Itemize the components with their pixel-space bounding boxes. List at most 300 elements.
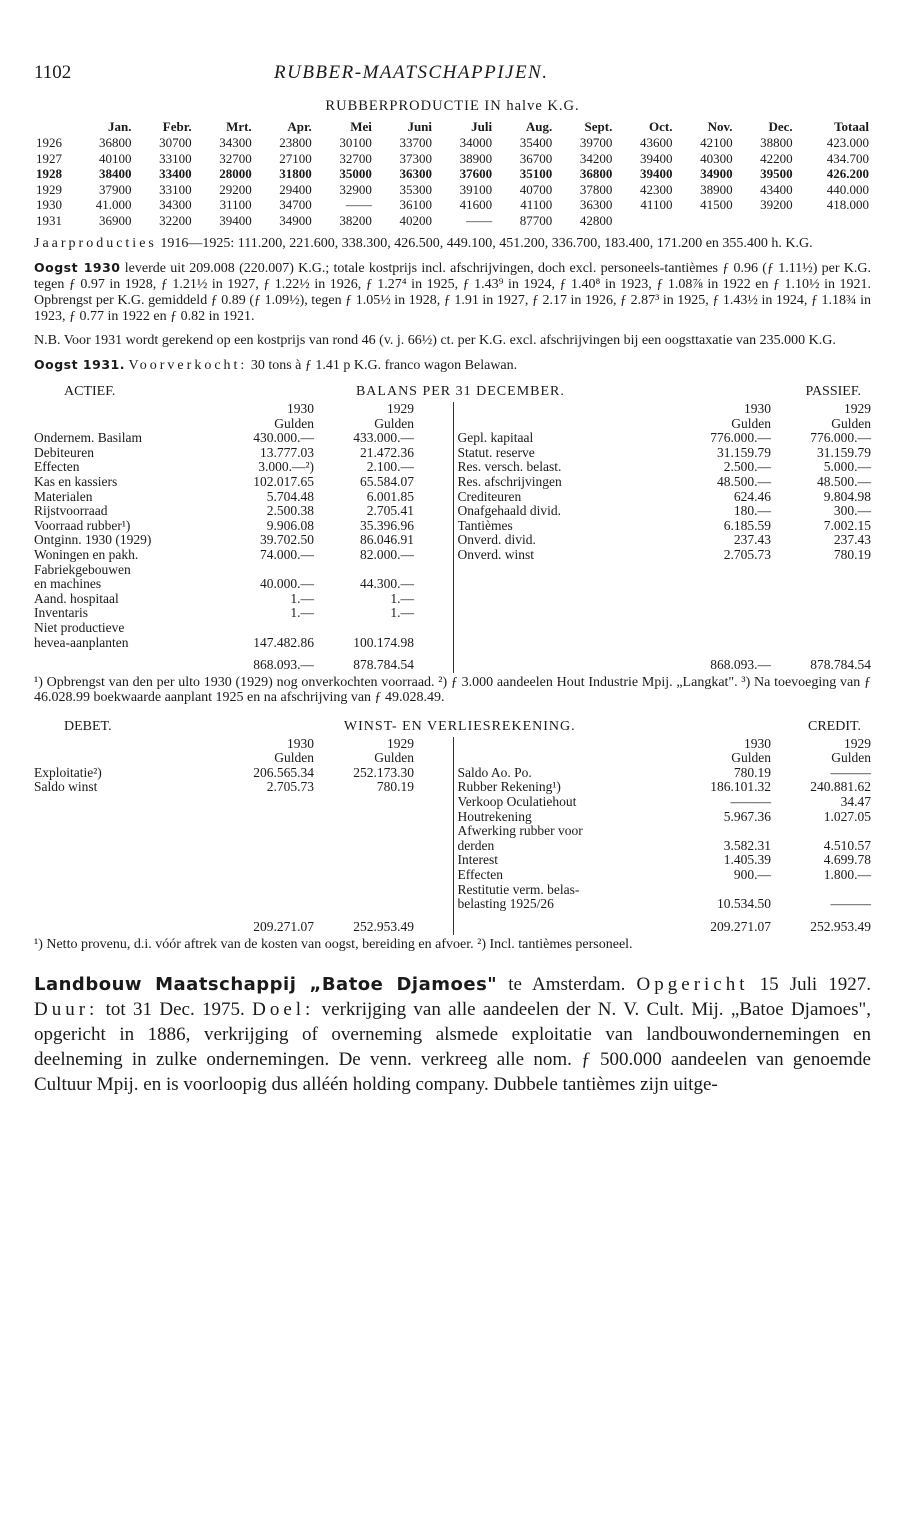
amount-current: 5.967.36 bbox=[723, 808, 771, 824]
duration-label: Duur: bbox=[34, 998, 99, 1020]
month-header: Dec. bbox=[768, 119, 793, 134]
value-cell: 36800 bbox=[579, 166, 613, 181]
amount-current: 180.— bbox=[733, 503, 771, 519]
value-cell: 34300 bbox=[159, 197, 192, 212]
value-cell: 35300 bbox=[399, 181, 433, 197]
amount-current: 10.534.50 bbox=[717, 896, 771, 912]
account-label: Ontginn. 1930 (1929) bbox=[34, 533, 152, 548]
account-label: Afwerking rubber voor bbox=[457, 824, 583, 839]
annual-label: Jaarproducties bbox=[34, 236, 157, 251]
year-label: 1929 bbox=[387, 401, 414, 416]
company-intro: te Amsterdam. bbox=[508, 973, 626, 995]
harvest-1931 bbox=[34, 357, 871, 374]
year-label: 1930 bbox=[287, 735, 314, 751]
unit-label: Gulden bbox=[274, 750, 314, 766]
value-cell: 30100 bbox=[339, 135, 372, 150]
account-label: Restitutie verm. belas- bbox=[457, 882, 580, 897]
amount-current: 31.159.79 bbox=[717, 444, 771, 460]
account-row bbox=[458, 504, 872, 519]
harvest-1931-spaced: Voorverkocht: bbox=[128, 358, 248, 373]
goal-label: Doel: bbox=[252, 998, 315, 1020]
account-label: Ondernem. Basilam bbox=[34, 431, 142, 446]
amount-current: 206.565.34 bbox=[253, 764, 314, 780]
value-cell: 36300 bbox=[399, 166, 433, 181]
balance-right-title: PASSIEF. bbox=[805, 384, 861, 399]
amount-previous: 237.43 bbox=[833, 532, 871, 548]
harvest-1930 bbox=[34, 260, 871, 325]
amount-current bbox=[224, 563, 314, 578]
value-cell: 41600 bbox=[459, 197, 493, 212]
account-row bbox=[458, 868, 872, 883]
value-cell: 33100 bbox=[159, 150, 192, 166]
month-header: Oct. bbox=[648, 119, 673, 134]
total-value: 209.271.07 bbox=[253, 919, 314, 935]
year-label: 1930 bbox=[744, 735, 771, 751]
account-row bbox=[458, 897, 872, 912]
harvest-1931-label: Oogst 1931. bbox=[34, 357, 125, 372]
account-row bbox=[34, 548, 453, 563]
amount-current: 237.43 bbox=[733, 532, 771, 548]
value-cell: 39500 bbox=[760, 166, 793, 181]
amount-previous: ——— bbox=[830, 896, 871, 912]
amount-current bbox=[666, 824, 771, 839]
amount-previous: 780.19 bbox=[833, 546, 871, 562]
account-row bbox=[458, 519, 872, 534]
account-row bbox=[458, 460, 872, 475]
amount-previous: 35.396.96 bbox=[360, 517, 414, 533]
value-cell: —— bbox=[345, 197, 372, 212]
value-cell: 34700 bbox=[279, 197, 312, 212]
value-cell: 39400 bbox=[639, 150, 673, 166]
value-cell: 440.000 bbox=[826, 181, 869, 197]
value-cell: 33400 bbox=[159, 166, 192, 181]
value-cell: 33700 bbox=[399, 135, 433, 150]
value-cell: 30700 bbox=[159, 135, 192, 150]
amount-current: 780.19 bbox=[733, 764, 771, 780]
value-cell: 39200 bbox=[760, 197, 793, 212]
pnl-footnote: ¹) Netto provenu, d.i. vóór aftrek van de kosten van oogst, bereiding en afvoer. ²) Incl. tantièmes personeel. bbox=[34, 936, 633, 952]
value-cell: 41.000 bbox=[95, 197, 132, 212]
assets-unit-row bbox=[34, 417, 453, 432]
account-row bbox=[458, 431, 872, 446]
account-label: Inventaris bbox=[34, 606, 88, 621]
value-cell: 434.700 bbox=[826, 150, 869, 166]
account-row bbox=[34, 766, 453, 781]
amount-current: 74.000.— bbox=[260, 546, 314, 562]
account-label: Crediteuren bbox=[457, 489, 522, 504]
amount-current: 186.101.32 bbox=[710, 779, 771, 795]
unit-label: Gulden bbox=[731, 750, 771, 766]
amount-previous: 82.000.— bbox=[360, 546, 414, 562]
value-cell: 36300 bbox=[579, 197, 613, 212]
value-cell: 31800 bbox=[279, 166, 312, 181]
value-cell: 28000 bbox=[219, 166, 252, 181]
amount-previous: 100.174.98 bbox=[353, 634, 414, 650]
amount-current: 430.000.— bbox=[253, 430, 314, 446]
value-cell bbox=[674, 213, 734, 229]
account-row bbox=[34, 490, 453, 505]
amount-previous: ——— bbox=[830, 764, 871, 780]
value-cell: 40300 bbox=[700, 150, 733, 166]
account-label: belasting 1925/26 bbox=[457, 897, 554, 912]
amount-current: 1.405.39 bbox=[723, 852, 771, 868]
note-1931: N.B. Voor 1931 wordt gerekend op een kostprijs van rond 46 (v. j. 66½) ct. per K.G. excl. afschrijvingen bij een oogsttaxatie van 235.000 K.G. bbox=[34, 333, 836, 348]
amount-current: 48.500.— bbox=[717, 473, 771, 489]
table-row bbox=[34, 213, 871, 229]
unit-label: Gulden bbox=[831, 415, 871, 431]
account-row bbox=[458, 839, 872, 854]
account-label: Gepl. kapitaal bbox=[457, 431, 534, 446]
liabilities-year-row bbox=[458, 402, 872, 417]
account-label: Exploitatie²) bbox=[34, 765, 102, 780]
value-cell: 37300 bbox=[399, 150, 433, 166]
value-cell: 36100 bbox=[399, 197, 433, 212]
value-cell: 41100 bbox=[640, 197, 673, 212]
account-label: Effecten bbox=[34, 460, 80, 475]
value-cell: —— bbox=[466, 212, 493, 228]
amount-current: 624.46 bbox=[733, 488, 771, 504]
account-label: en machines bbox=[34, 577, 102, 592]
amount-previous: 433.000.— bbox=[353, 430, 414, 446]
value-cell: 37900 bbox=[98, 181, 132, 197]
value-cell: 34900 bbox=[279, 212, 312, 228]
account-row bbox=[458, 795, 872, 810]
value-cell: 426.200 bbox=[826, 166, 869, 181]
account-label: Verkoop Oculatiehout bbox=[457, 795, 577, 810]
value-cell: 37600 bbox=[459, 166, 493, 181]
amount-previous: 6.001.85 bbox=[366, 488, 414, 504]
founded-label: Opgericht bbox=[636, 973, 749, 995]
value-cell: 32900 bbox=[339, 181, 372, 197]
account-row bbox=[458, 475, 872, 490]
amount-previous: 300.— bbox=[833, 503, 871, 519]
account-label: Statut. reserve bbox=[457, 445, 535, 460]
pnl-sheet bbox=[34, 737, 871, 935]
account-row bbox=[458, 883, 872, 898]
value-cell: 423.000 bbox=[826, 135, 869, 150]
value-cell bbox=[795, 213, 871, 229]
account-label: Kas en kassiers bbox=[34, 474, 118, 489]
value-cell: 37800 bbox=[579, 181, 613, 197]
year-cell: 1929 bbox=[36, 181, 62, 197]
running-title: RUBBER-MAATSCHAPPIJEN. bbox=[274, 62, 549, 83]
value-cell: 36900 bbox=[98, 212, 132, 228]
amount-previous: 34.47 bbox=[840, 794, 871, 810]
account-row bbox=[34, 592, 453, 607]
month-header: Juli bbox=[471, 119, 493, 134]
account-row bbox=[458, 490, 872, 505]
month-header: Sept. bbox=[584, 119, 613, 134]
liabilities-unit-row bbox=[458, 417, 872, 432]
debit-total-row bbox=[34, 920, 453, 935]
amount-previous: 1.— bbox=[390, 590, 414, 606]
value-cell: 29200 bbox=[219, 181, 252, 197]
year-label: 1929 bbox=[844, 401, 871, 416]
year-cell: 1928 bbox=[36, 166, 62, 181]
amount-previous: 2.100.— bbox=[366, 459, 414, 475]
value-cell: 39700 bbox=[579, 135, 613, 150]
credit-unit-row bbox=[458, 751, 872, 766]
total-value: 878.784.54 bbox=[810, 656, 871, 672]
account-label: Woningen en pakh. bbox=[34, 547, 139, 562]
amount-previous: 1.800.— bbox=[823, 867, 871, 883]
amount-current: 900.— bbox=[733, 867, 771, 883]
month-header: Febr. bbox=[162, 119, 192, 134]
account-label: Onverd. winst bbox=[457, 547, 534, 562]
amount-current: 9.906.08 bbox=[266, 517, 314, 533]
amount-current bbox=[224, 621, 314, 636]
account-label: Materialen bbox=[34, 489, 93, 504]
amount-current: 3.582.31 bbox=[723, 837, 771, 853]
amount-previous: 65.584.07 bbox=[360, 473, 414, 489]
amount-previous: 780.19 bbox=[376, 779, 414, 795]
pnl-left-title: DEBET. bbox=[64, 718, 112, 734]
page-header bbox=[34, 62, 871, 96]
account-label: Niet productieve bbox=[34, 620, 125, 635]
amount-previous: 44.300.— bbox=[360, 576, 414, 592]
account-label: Aand. hospitaal bbox=[34, 591, 119, 606]
month-header: Aug. bbox=[525, 119, 553, 134]
credit-year-row bbox=[458, 737, 872, 752]
value-cell: 42200 bbox=[760, 150, 793, 166]
year-cell: 1926 bbox=[36, 135, 62, 150]
pnl-center-title: WINST- EN VERLIESREKENING. bbox=[343, 718, 576, 734]
liabilities-total-row bbox=[458, 658, 872, 673]
value-cell: 38900 bbox=[700, 181, 733, 197]
balance-footnote: ¹) Opbrengst van den per ulto 1930 (1929) nog onverkochten voorraad. ²) ƒ 3.000 aandeelen Hout Industrie Mpij. „Langkat". ³) Na toevoeging van ƒ 46.028.99 boekwaarde aanplant 1925 en na afschrijving van ƒ 49.028.49. bbox=[34, 674, 871, 705]
account-label: Fabriekgebouwen bbox=[34, 562, 131, 577]
amount-previous: 9.804.98 bbox=[823, 488, 871, 504]
value-cell: 38400 bbox=[98, 166, 132, 181]
table-row bbox=[34, 135, 871, 151]
value-cell: 41100 bbox=[520, 197, 553, 212]
assets-side bbox=[34, 402, 453, 673]
amount-current: 102.017.65 bbox=[253, 473, 314, 489]
value-cell: 43600 bbox=[639, 135, 673, 150]
amount-current: 5.704.48 bbox=[266, 488, 314, 504]
amount-previous: 1.— bbox=[390, 605, 414, 621]
account-row bbox=[458, 780, 872, 795]
year-label: 1930 bbox=[287, 401, 314, 416]
credit-side bbox=[453, 737, 872, 935]
amount-previous: 5.000.— bbox=[823, 459, 871, 475]
account-label: Interest bbox=[457, 853, 498, 868]
value-cell: 36700 bbox=[519, 150, 553, 166]
unit-label: Gulden bbox=[831, 750, 871, 766]
account-row bbox=[458, 548, 872, 563]
value-cell: 33100 bbox=[159, 181, 192, 197]
unit-label: Gulden bbox=[731, 415, 771, 431]
account-label: Houtrekening bbox=[457, 809, 532, 824]
year-label: 1929 bbox=[387, 735, 414, 751]
account-label: Debiteuren bbox=[34, 445, 94, 460]
value-cell: 32200 bbox=[159, 212, 192, 228]
debit-unit-row bbox=[34, 751, 453, 766]
amount-previous: 21.472.36 bbox=[360, 444, 414, 460]
value-cell: 42100 bbox=[700, 135, 733, 150]
value-cell: 42300 bbox=[639, 181, 673, 197]
account-row bbox=[34, 621, 453, 636]
account-row bbox=[34, 431, 453, 446]
value-cell: 29400 bbox=[279, 181, 312, 197]
month-header: Apr. bbox=[287, 119, 312, 134]
table-row bbox=[34, 182, 871, 198]
amount-current: 2.500.38 bbox=[266, 503, 314, 519]
balance-title bbox=[34, 384, 871, 400]
account-label: derden bbox=[457, 838, 495, 853]
account-label: Saldo Ao. Po. bbox=[457, 765, 532, 780]
account-label: Res. versch. belast. bbox=[457, 460, 562, 475]
value-cell bbox=[735, 213, 795, 229]
value-cell: 34000 bbox=[459, 135, 493, 150]
pnl-right-title: CREDIT. bbox=[807, 718, 861, 734]
amount-previous: 4.510.57 bbox=[823, 837, 871, 853]
production-title: RUBBERPRODUCTIE IN halve K.G. bbox=[325, 98, 580, 114]
value-cell: 41500 bbox=[700, 197, 733, 212]
amount-current: 776.000.— bbox=[710, 430, 771, 446]
goal-text: verkrijging van alle aandeelen der N. V. Cult. Mij. „Batoe Djamoes", opgericht in 1886, verkrijging of overneming alsmede exploitatie van landbouwondernemingen en deelneming in zulke ondernemingen. De venn. verkreeg alle nom. ƒ 500.000 aandeelen van genoemde Cultuur Mpij. en is voorloopig dus alléén holding company. Dubbele tantièmes zijn uitge- bbox=[34, 998, 872, 1095]
unit-label: Gulden bbox=[374, 750, 414, 766]
value-cell: 31100 bbox=[219, 197, 252, 212]
total-value: 209.271.07 bbox=[710, 918, 771, 934]
total-value: 878.784.54 bbox=[353, 657, 414, 673]
amount-current: 6.185.59 bbox=[723, 517, 771, 533]
account-label: Rijstvoorraad bbox=[34, 504, 108, 519]
value-cell: 32700 bbox=[339, 150, 372, 166]
account-row bbox=[458, 824, 872, 839]
credit-total-row bbox=[458, 920, 872, 935]
amount-current: 39.702.50 bbox=[260, 532, 314, 548]
balance-sheet bbox=[34, 402, 871, 673]
amount-previous: 776.000.— bbox=[810, 430, 871, 446]
amount-previous: 240.881.62 bbox=[810, 779, 871, 795]
value-cell: 87700 bbox=[519, 212, 553, 228]
account-row bbox=[458, 810, 872, 825]
amount-current: 2.705.73 bbox=[266, 779, 314, 795]
annual-production bbox=[34, 236, 871, 252]
month-header: Juni bbox=[407, 119, 433, 134]
year-cell: 1927 bbox=[36, 150, 62, 166]
month-header: Totaal bbox=[834, 119, 869, 134]
value-cell: 39400 bbox=[219, 212, 252, 228]
account-row bbox=[34, 563, 453, 578]
harvest-1930-label: Oogst 1930 bbox=[34, 260, 121, 275]
value-cell: 43400 bbox=[760, 181, 793, 197]
amount-previous: 252.173.30 bbox=[353, 764, 414, 780]
debit-year-row bbox=[34, 737, 453, 752]
amount-current: 1.— bbox=[290, 605, 314, 621]
year-label: 1930 bbox=[744, 401, 771, 416]
total-value: 868.093.— bbox=[710, 656, 771, 672]
value-cell: 36800 bbox=[98, 135, 132, 150]
page-number: 1102 bbox=[34, 62, 72, 83]
account-label: Res. afschrijvingen bbox=[457, 474, 562, 489]
year-label: 1929 bbox=[844, 735, 871, 751]
account-row bbox=[34, 519, 453, 534]
assets-year-row bbox=[34, 402, 453, 417]
account-row bbox=[34, 780, 453, 795]
amount-current: 13.777.03 bbox=[260, 444, 314, 460]
year-cell: 1930 bbox=[36, 197, 62, 212]
account-row bbox=[34, 636, 453, 651]
value-cell: 32700 bbox=[219, 150, 252, 166]
value-cell: 38800 bbox=[760, 135, 793, 150]
account-row bbox=[458, 766, 872, 781]
account-label: Rubber Rekening¹) bbox=[457, 780, 561, 795]
value-cell: 27100 bbox=[279, 150, 312, 166]
harvest-1931-text: 30 tons à ƒ 1.41 p K.G. franco wagon Belawan. bbox=[250, 358, 518, 373]
account-row bbox=[34, 460, 453, 475]
total-value: 252.953.49 bbox=[810, 918, 871, 934]
value-cell bbox=[614, 213, 674, 229]
value-cell: 39400 bbox=[639, 166, 673, 181]
value-cell: 418.000 bbox=[826, 197, 869, 212]
amount-previous: 1.027.05 bbox=[823, 808, 871, 824]
unit-label: Gulden bbox=[374, 415, 414, 431]
pnl-title bbox=[34, 719, 871, 735]
account-label: Effecten bbox=[457, 868, 503, 883]
amount-previous: 2.705.41 bbox=[366, 503, 414, 519]
amount-current: 3.000.—²) bbox=[258, 459, 314, 475]
value-cell: 40200 bbox=[399, 212, 433, 228]
year-cell: 1931 bbox=[36, 212, 62, 228]
total-value: 252.953.49 bbox=[353, 919, 414, 935]
account-label: Onverd. divid. bbox=[457, 533, 536, 548]
amount-previous bbox=[771, 883, 871, 898]
value-cell: 38900 bbox=[459, 150, 493, 166]
value-cell: 34300 bbox=[219, 135, 252, 150]
amount-previous: 31.159.79 bbox=[817, 444, 871, 460]
balance-left-title: ACTIEF. bbox=[64, 384, 116, 399]
value-cell: 35100 bbox=[519, 166, 553, 181]
value-cell: 40700 bbox=[519, 181, 553, 197]
account-row bbox=[34, 606, 453, 621]
account-row bbox=[34, 533, 453, 548]
table-row bbox=[34, 197, 871, 213]
production-table bbox=[34, 119, 871, 228]
assets-total-row bbox=[34, 658, 453, 673]
value-cell: 34900 bbox=[700, 166, 733, 181]
debit-side bbox=[34, 737, 453, 935]
amount-current: 2.705.73 bbox=[723, 546, 771, 562]
value-cell: 38200 bbox=[339, 212, 372, 228]
amount-previous: 4.699.78 bbox=[823, 852, 871, 868]
value-cell: 34200 bbox=[579, 150, 613, 166]
value-cell: 40100 bbox=[98, 150, 132, 166]
amount-current: 147.482.86 bbox=[253, 634, 314, 650]
account-label: hevea-aanplanten bbox=[34, 635, 129, 650]
company-entry bbox=[34, 972, 871, 1097]
amount-previous: 7.002.15 bbox=[823, 517, 871, 533]
account-row bbox=[458, 533, 872, 548]
value-cell: 42800 bbox=[579, 212, 613, 228]
amount-current: 2.500.— bbox=[723, 459, 771, 475]
value-cell: 35000 bbox=[339, 166, 372, 181]
account-label: Onafgehaald divid. bbox=[457, 504, 561, 519]
month-header: Nov. bbox=[707, 119, 733, 134]
value-cell: 35400 bbox=[519, 135, 553, 150]
table-row bbox=[34, 166, 871, 182]
annual-text: 1916—1925: 111.200, 221.600, 338.300, 426.500, 449.100, 451.200, 336.700, 183.400, 171.200 en 355.400 h. K.G. bbox=[160, 236, 813, 251]
duration-value: tot 31 Dec. 1975. bbox=[105, 998, 245, 1020]
amount-previous: 86.046.91 bbox=[360, 532, 414, 548]
amount-previous bbox=[314, 563, 414, 578]
total-value: 868.093.— bbox=[253, 657, 314, 673]
month-header: Mei bbox=[350, 119, 372, 134]
account-row bbox=[34, 577, 453, 592]
account-label: Voorraad rubber¹) bbox=[34, 518, 131, 533]
account-row bbox=[458, 853, 872, 868]
